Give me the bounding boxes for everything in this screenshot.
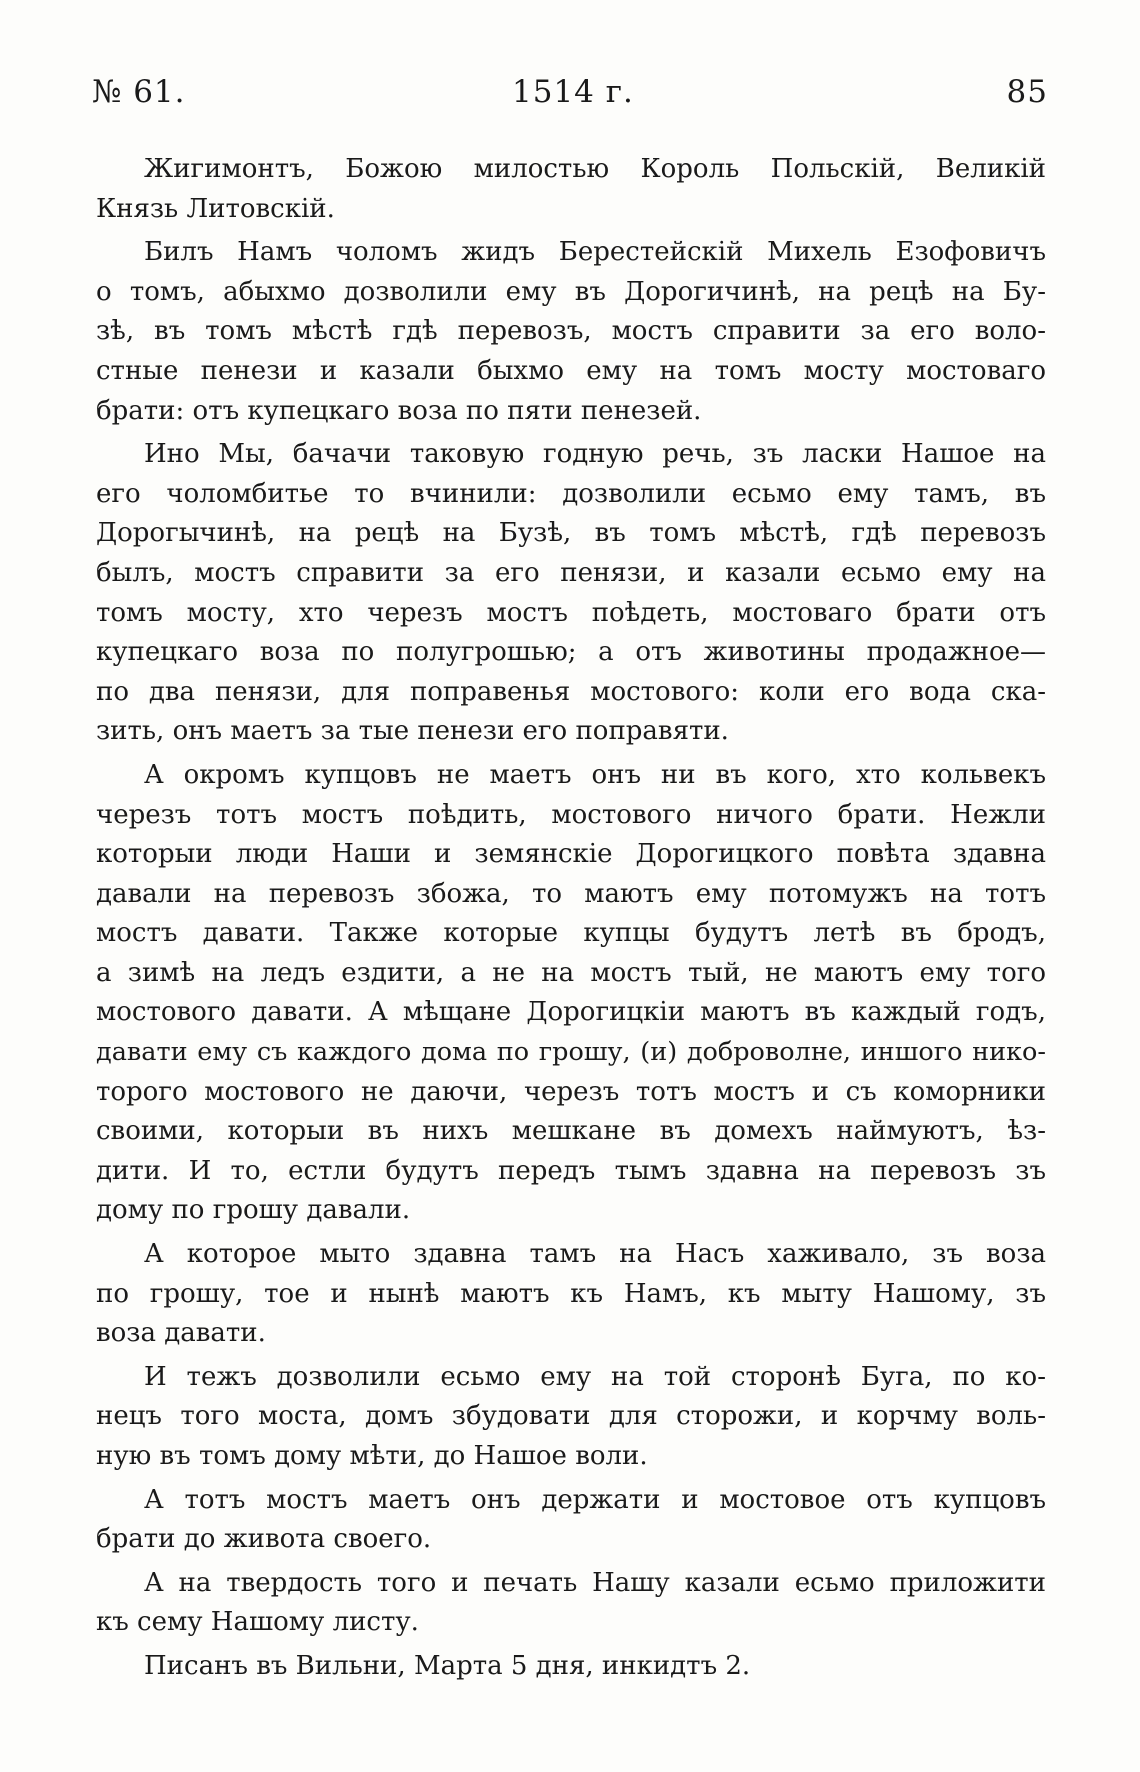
paragraph: [96, 1235, 1046, 1354]
text-line: его чоломбитье то вчинили: дозволили есьмо ему тамъ, въ: [96, 478, 1046, 509]
text-line: Билъ Намъ чоломъ жидъ Берестейскій Михель Езофовичъ: [144, 237, 1046, 268]
text-line: къ сему Нашому листу.: [96, 1607, 419, 1638]
paragraph: [96, 1481, 1046, 1560]
text-line: давали на перевозъ збожа, то маютъ ему потомужъ на тотъ: [96, 878, 1046, 909]
text-line: Ино Мы, бачачи таковую годную речь, зъ ласки Нашое на: [144, 439, 1046, 470]
text-line: Князь Литовскій.: [96, 193, 335, 224]
text-line: Писанъ въ Вильни, Марта 5 дня, инкидтъ 2.: [144, 1650, 751, 1681]
text-line: своими, которыи въ нихъ мешкане въ домехъ наймуютъ, ѣз-: [96, 1116, 1046, 1147]
text-line: мостового давати. А мѣщане Дорогицкіи маютъ въ каждый годъ,: [96, 997, 1046, 1028]
text-line: дому по грошу давали.: [96, 1195, 411, 1226]
text-line: о томъ, абыхмо дозволили ему въ Дорогичинѣ, на рецѣ на Бу-: [96, 276, 1046, 307]
text-line: брати до живота своего.: [96, 1524, 432, 1555]
paragraph: [96, 756, 1046, 1231]
page-header: [92, 74, 1048, 124]
document-year: 1514 г.: [512, 74, 634, 110]
text-line: воза давати.: [96, 1318, 266, 1349]
text-line: брати: отъ купецкаго воза по пяти пенезей.: [96, 395, 702, 426]
text-line: А которое мыто здавна тамъ на Насъ хаживало, зъ воза: [144, 1239, 1046, 1270]
text-line: томъ мосту, хто черезъ мостъ поѣдеть, мостоваго брати отъ: [96, 597, 1046, 628]
text-line: черезъ тотъ мостъ поѣдить, мостового ничого брати. Нежли: [96, 799, 1046, 830]
text-line: а зимѣ на ледъ ездити, а не на мостъ тый, не маютъ ему того: [96, 957, 1046, 988]
paragraph: [96, 435, 1046, 752]
text-line: торого мостового не даючи, черезъ тотъ мостъ и съ коморники: [96, 1076, 1046, 1107]
paragraph: [96, 233, 1046, 431]
text-line: стные пенези и казали быхмо ему на томъ мосту мостоваго: [96, 355, 1046, 386]
paragraph: [96, 1647, 1046, 1687]
text-line: по два пенязи, для поправенья мостового: коли его вода ска-: [96, 676, 1046, 707]
page-number: 85: [1006, 74, 1048, 110]
text-line: И тежъ дозволили есьмо ему на той сторонѣ Буга, по ко-: [144, 1361, 1046, 1392]
text-line: купецкаго воза по полугрошью; а отъ животины продажное—: [96, 637, 1046, 668]
text-line: нецъ того моста, домъ збудовати для сторожи, и корчму воль-: [96, 1401, 1046, 1432]
paragraph: [96, 150, 1046, 229]
text-line: дити. И то, естли будутъ передъ тымъ здавна на перевозъ зъ: [96, 1155, 1046, 1186]
paragraph: [96, 1358, 1046, 1477]
text-line: былъ, мостъ справити за его пенязи, и казали есьмо ему на: [96, 557, 1046, 588]
text-line: зѣ, въ томъ мѣстѣ гдѣ перевозъ, мостъ справити за его воло-: [96, 316, 1046, 347]
text-line: мостъ давати. Также которые купцы будутъ летѣ въ бродъ,: [96, 918, 1046, 949]
text-line: зить, онъ маетъ за тые пенези его поправяти.: [96, 716, 729, 747]
text-line: давати ему съ каждого дома по грошу, (и) доброволне, иншого нико-: [96, 1037, 1046, 1068]
text-line: А тотъ мостъ маетъ онъ держати и мостовое отъ купцовъ: [144, 1484, 1046, 1515]
text-line: которыи люди Наши и земянскіе Дорогицкого повѣта здавна: [96, 839, 1046, 870]
text-line: Жигимонтъ, Божою милостью Король Польскій, Великій: [144, 154, 1046, 184]
document-body: [96, 150, 1046, 1691]
text-line: Дорогычинѣ, на рецѣ на Бузѣ, въ томъ мѣстѣ, гдѣ перевозъ: [96, 518, 1046, 549]
text-line: ную въ томъ дому мѣти, до Нашое воли.: [96, 1441, 648, 1471]
document-number: № 61.: [92, 74, 186, 110]
text-line: А окромъ купцовъ не маетъ онъ ни въ кого, хто кольвекъ: [144, 759, 1046, 790]
text-line: А на твердость того и печать Нашу казали есьмо приложити: [144, 1567, 1046, 1598]
text-line: по грошу, тое и нынѣ маютъ къ Намъ, къ мыту Нашому, зъ: [96, 1278, 1046, 1309]
paragraph: [96, 1564, 1046, 1643]
